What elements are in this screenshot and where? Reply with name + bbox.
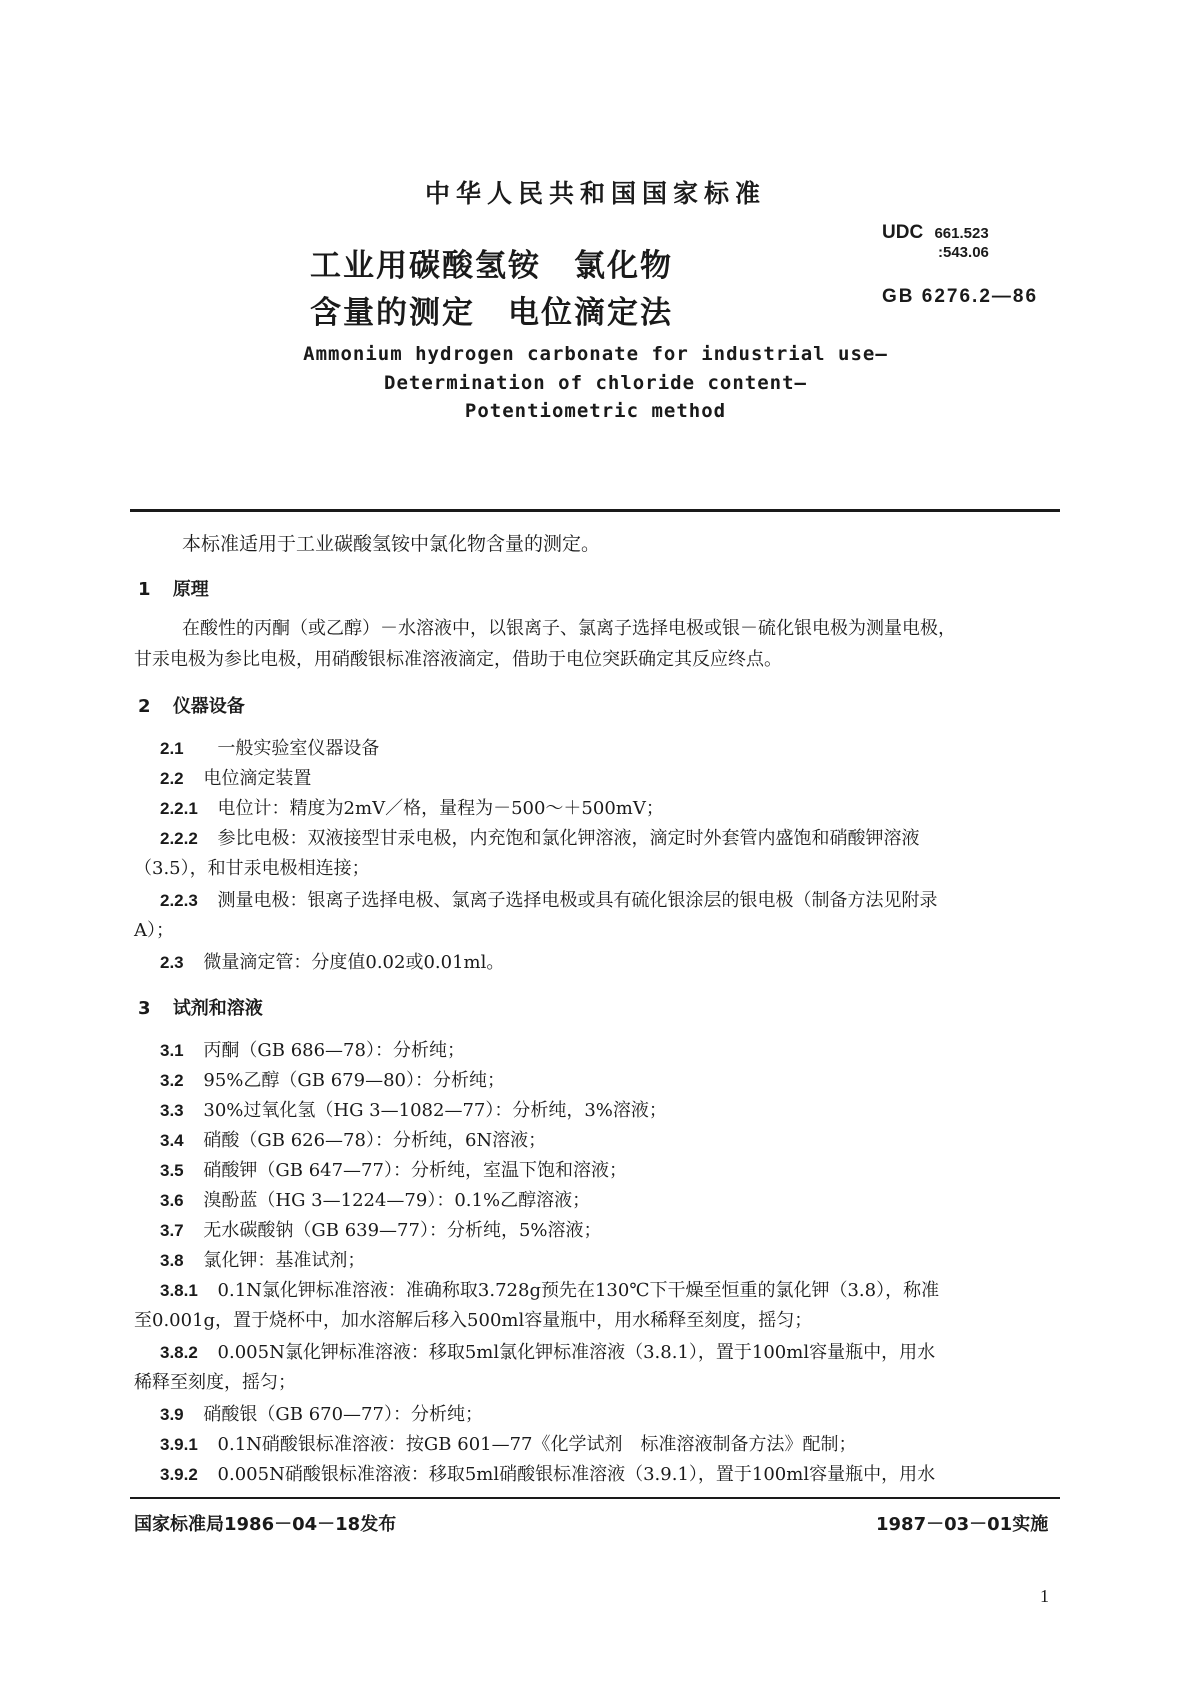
item-number: 3.8 — [160, 1251, 184, 1270]
item-2-3 — [160, 948, 504, 974]
item-text: 电位计：精度为2mV／格，量程为－500～＋500mV； — [217, 798, 664, 819]
item-text: 硝酸钾（GB 647—77）：分析纯，室温下饱和溶液； — [203, 1160, 627, 1181]
section-number: 2 — [138, 696, 151, 717]
item-number: 2.2.3 — [160, 891, 198, 910]
section-1-heading — [138, 575, 209, 601]
item-2-2-2-continued: （3.5），和甘汞电极相连接； — [134, 858, 370, 879]
udc-code-1: 661.523 — [934, 225, 989, 242]
section-3-heading — [138, 994, 263, 1020]
item-number: 3.7 — [160, 1221, 184, 1240]
title-en-line-1: Ammonium hydrogen carbonate for industrial use— — [303, 343, 888, 365]
section-2-heading — [138, 692, 245, 718]
section-title: 试剂和溶液 — [172, 998, 263, 1019]
item-number: 3.2 — [160, 1071, 184, 1090]
page-number: 1 — [1040, 1586, 1049, 1606]
footer-divider — [130, 1497, 1060, 1499]
item-3-9-2 — [160, 1460, 935, 1486]
item-3-8-1-continued: 至0.001g，置于烧杯中，加水溶解后移入500ml容量瓶中，用水稀释至刻度，摇匀； — [134, 1310, 813, 1331]
item-text: 电位滴定装置 — [203, 768, 312, 789]
item-number: 3.9.1 — [160, 1435, 198, 1454]
item-2-2-3 — [160, 886, 938, 912]
item-number: 2.2.2 — [160, 829, 198, 848]
item-text: 0.1N硝酸银标准溶液：按GB 601—77《化学试剂 标准溶液制备方法》配制； — [217, 1434, 857, 1455]
item-number: 3.4 — [160, 1131, 184, 1150]
section-1-text-line-2: 甘汞电极为参比电极，用硝酸银标准溶液滴定，借助于电位突跃确定其反应终点。 — [134, 649, 782, 670]
item-number: 2.3 — [160, 953, 184, 972]
item-text: 参比电极：双液接型甘汞电极，内充饱和氯化钾溶液，滴定时外套管内盛饱和硝酸钾溶液 — [217, 828, 920, 849]
item-3-9-1 — [160, 1430, 857, 1456]
item-text: 0.1N氯化钾标准溶液：准确称取3.728g预先在130℃下干燥至恒重的氯化钾（3.8），称准 — [217, 1280, 940, 1301]
item-2-2-3-continued: A）； — [134, 920, 174, 941]
item-text: 一般实验室仪器设备 — [217, 738, 380, 759]
item-3-8 — [160, 1246, 365, 1272]
item-number: 3.8.2 — [160, 1343, 198, 1362]
item-text: 无水碳酸钠（GB 639—77）：分析纯，5%溶液； — [203, 1220, 602, 1241]
section-number: 3 — [138, 998, 151, 1019]
item-number: 3.9 — [160, 1405, 184, 1424]
udc-block — [882, 222, 989, 244]
section-title: 仪器设备 — [172, 696, 245, 717]
item-3-3 — [160, 1096, 667, 1122]
item-3-4 — [160, 1126, 546, 1152]
section-number: 1 — [138, 579, 151, 600]
intro-paragraph: 本标准适用于工业碳酸氢铵中氯化物含量的测定。 — [182, 533, 601, 555]
item-text: 溴酚蓝（HG 3—1224—79）：0.1%乙醇溶液； — [203, 1190, 591, 1211]
section-1-text-line-1: 在酸性的丙酮（或乙醇）－水溶液中，以银离子、氯离子选择电极或银－硫化银电极为测量电极， — [182, 618, 956, 639]
item-number: 2.2.1 — [160, 799, 198, 818]
issued-date: 国家标准局1986－04－18发布 — [134, 1514, 397, 1535]
title-zh-line-1: 工业用碳酸氢铵 氯化物 — [310, 248, 673, 284]
item-text: 30%过氧化氢（HG 3—1082—77）：分析纯，3%溶液； — [203, 1100, 667, 1121]
title-zh-line-2: 含量的测定 电位滴定法 — [310, 295, 673, 331]
header-divider — [130, 509, 1060, 512]
title-en-line-3: Potentiometric method — [464, 400, 727, 422]
udc-code-2: :543.06 — [938, 244, 989, 261]
item-number: 3.6 — [160, 1191, 184, 1210]
item-3-1 — [160, 1036, 465, 1062]
section-title: 原理 — [172, 579, 209, 600]
item-number: 3.9.2 — [160, 1465, 198, 1484]
item-3-8-2-continued: 稀释至刻度，摇匀； — [134, 1372, 296, 1393]
gb-number: GB 6276.2—86 — [882, 286, 1039, 307]
item-text: 0.005N氯化钾标准溶液：移取5ml氯化钾标准溶液（3.8.1），置于100ml容量瓶中，用水 — [217, 1342, 936, 1363]
item-2-1 — [160, 734, 379, 760]
item-number: 3.5 — [160, 1161, 184, 1180]
item-text: 95%乙醇（GB 679—80）：分析纯； — [203, 1070, 505, 1091]
item-3-5 — [160, 1156, 627, 1182]
item-number: 2.1 — [160, 739, 184, 758]
item-number: 3.8.1 — [160, 1281, 198, 1300]
item-text: 丙酮（GB 686—78）：分析纯； — [203, 1040, 465, 1061]
item-text: 微量滴定管：分度值0.02或0.01ml。 — [203, 952, 505, 973]
item-2-2-2 — [160, 824, 920, 850]
item-text: 氯化钾：基准试剂； — [203, 1250, 366, 1271]
item-number: 3.1 — [160, 1041, 184, 1060]
item-text: 硝酸银（GB 670—77）：分析纯； — [203, 1404, 483, 1425]
item-3-8-2 — [160, 1338, 935, 1364]
item-3-9 — [160, 1400, 483, 1426]
item-3-8-1 — [160, 1276, 939, 1302]
item-2-2-1 — [160, 794, 664, 820]
item-3-7 — [160, 1216, 602, 1242]
udc-label: UDC — [882, 222, 924, 243]
item-number: 3.3 — [160, 1101, 184, 1120]
item-number: 2.2 — [160, 769, 184, 788]
country-standard-heading: 中华人民共和国国家标准 — [424, 179, 766, 208]
item-3-2 — [160, 1066, 505, 1092]
item-2-2 — [160, 764, 311, 790]
item-3-6 — [160, 1186, 590, 1212]
title-en-line-2: Determination of chloride content— — [384, 372, 807, 394]
item-text: 0.005N硝酸银标准溶液：移取5ml硝酸银标准溶液（3.9.1），置于100ml容量瓶中，用水 — [217, 1464, 936, 1485]
item-text: 测量电极：银离子选择电极、氯离子选择电极或具有硫化银涂层的银电极（制备方法见附录 — [217, 890, 938, 911]
effective-date: 1987－03－01实施 — [876, 1514, 1049, 1535]
item-text: 硝酸（GB 626—78）：分析纯，6N溶液； — [203, 1130, 547, 1151]
